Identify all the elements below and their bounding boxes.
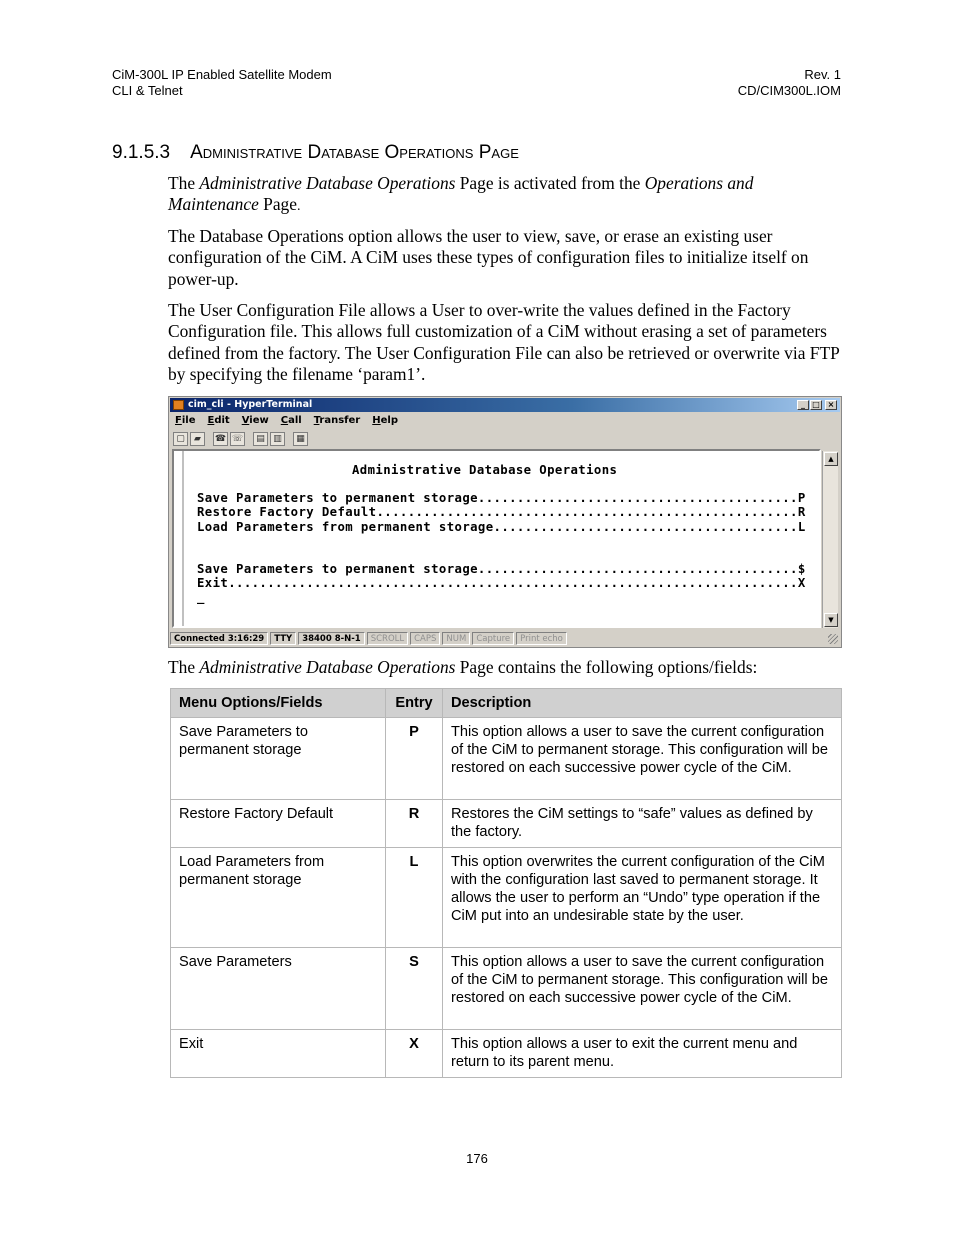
column-header-field: Menu Options/Fields [171,689,386,718]
status-scroll: SCROLL [367,632,408,645]
menu-help[interactable]: Help [372,415,398,426]
header-chapter: CLI & Telnet [112,83,183,98]
cell-description: Restores the CiM settings to “safe” values as defined by the factory. [443,800,842,848]
header-doc-id: CD/CIM300L.IOM [737,83,841,98]
cell-entry: L [386,848,443,948]
page-number: 176 [466,1151,488,1166]
connect-icon[interactable]: ☎ [214,433,227,444]
menu-file[interactable]: File [175,415,196,426]
terminal-line: Exit.........................................................................X [197,576,806,590]
table-row [171,800,842,848]
paragraph-database-operations: The Database Operations option allows the user to view, save, or erase an existing user configuration of the CiM. A CiM uses these types of configuration files to initialize itself on power-up. [168,226,809,289]
cell-field: Restore Factory Default [171,800,386,848]
status-emulation: TTY [270,632,296,645]
status-num: NUM [442,632,470,645]
window-title: cim_cli - HyperTerminal [188,399,313,410]
maximize-icon[interactable]: □ [810,400,822,410]
receive-icon[interactable]: ▥ [270,432,285,446]
paragraph-user-config: The User Configuration File allows a User to over-write the values defined in the Factory Configuration file. This allows full customization of a CiM without erasing a set of parameters defined from the factory. The User Configuration File can also be retrieved or overwrite via FTP by specifying the filename ‘param1’. [168,300,840,384]
table-row [171,848,842,948]
cell-entry: S [386,948,443,1030]
open-folder-icon[interactable]: ▰ [190,432,205,446]
section-heading [112,141,519,165]
table-row [171,718,842,800]
menu-view[interactable]: View [241,415,269,426]
cell-field: Save Parameters [171,948,386,1030]
table-header-row [171,689,842,718]
column-header-description: Description [443,689,842,718]
status-connected: Connected 3:16:29 [170,632,268,645]
text-run: Page [258,194,297,215]
text-run: Page is activated from the [455,173,645,193]
hyperterminal-screenshot [168,396,842,648]
section-number: 9.1.5.3 [112,142,171,163]
close-icon[interactable]: × [825,400,837,410]
hyperterminal-icon [173,400,184,410]
cell-entry: R [386,800,443,848]
terminal-area[interactable] [172,449,821,628]
cell-field: Exit [171,1030,386,1078]
status-bar [170,630,840,646]
terminal-cursor: _ [197,590,205,604]
cell-entry: P [386,718,443,800]
terminal-line: Save Parameters to permanent storage.........................................$ [197,562,806,576]
vertical-scrollbar[interactable] [822,451,838,628]
scroll-up-icon[interactable]: ▲ [824,452,838,466]
section-title: Administrative Database Operations Page [190,142,519,163]
menu-edit[interactable]: Edit [207,415,230,426]
cell-description: This option allows a user to exit the current menu and return to its parent menu. [443,1030,842,1078]
italic-run: Operations and Maintenance [168,173,754,215]
terminal-line: Save Parameters to permanent storage.........................................P [197,491,806,505]
text-run: The [168,173,200,193]
window-titlebar [170,398,840,412]
text-run: The [168,657,200,677]
new-document-icon[interactable]: ▢ [173,432,188,446]
menu-transfer[interactable]: Transfer [313,415,361,426]
cell-field: Save Parameters to permanent storage [171,718,386,800]
minimize-icon[interactable]: _ [797,400,809,410]
italic-run: Administrative Database Operations [199,657,456,677]
window-controls [797,400,837,410]
italic-run: Administrative Database Operations [199,173,456,193]
scroll-down-icon[interactable]: ▼ [824,613,838,627]
cell-entry: X [386,1030,443,1078]
cell-description: This option overwrites the current configuration of the CiM with the configuration last saved to permanent storage. It allows the user to perform an “Undo” type operation if the CiM put into an undesirable state by the user. [443,848,842,948]
cell-field: Load Parameters from permanent storage [171,848,386,948]
terminal-line: Load Parameters from permanent storage.......................................L [197,520,806,534]
text-run: Page contains the following options/fields: [455,657,758,677]
send-icon[interactable]: ▤ [253,432,268,446]
status-port-settings: 38400 8-N-1 [298,632,365,645]
properties-icon[interactable]: ▦ [293,432,308,446]
status-print-echo: Print echo [516,632,567,645]
toolbar [173,430,308,447]
paragraph-intro [168,173,843,218]
terminal-content [182,451,819,626]
status-capture: Capture [472,632,514,645]
header-revision: Rev. 1 [804,67,841,82]
page-header-left [112,67,332,99]
cell-description: This option allows a user to save the current configuration of the CiM to permanent storage. This configuration will be restored on each successive power cycle of the CiM. [443,948,842,1030]
disconnect-icon[interactable]: ☏ [231,433,244,444]
status-caps: CAPS [410,632,440,645]
text-run: . [296,199,301,215]
menu-call[interactable]: Call [280,415,302,426]
menu-bar [175,413,398,428]
paragraph-table-intro [168,657,843,678]
terminal-line: Restore Factory Default......................................................R [197,505,806,519]
cell-description: This option allows a user to save the current configuration of the CiM to permanent storage. This configuration will be restored on each successive power cycle of the CiM. [443,718,842,800]
table-row [171,1030,842,1078]
resize-grip-icon[interactable] [828,634,838,644]
terminal-title: Administrative Database Operations [352,463,618,477]
column-header-entry: Entry [386,689,443,718]
table-row [171,948,842,1030]
header-product: CiM-300L IP Enabled Satellite Modem [112,67,332,82]
options-table [170,688,842,1078]
page-header-right [738,67,841,99]
